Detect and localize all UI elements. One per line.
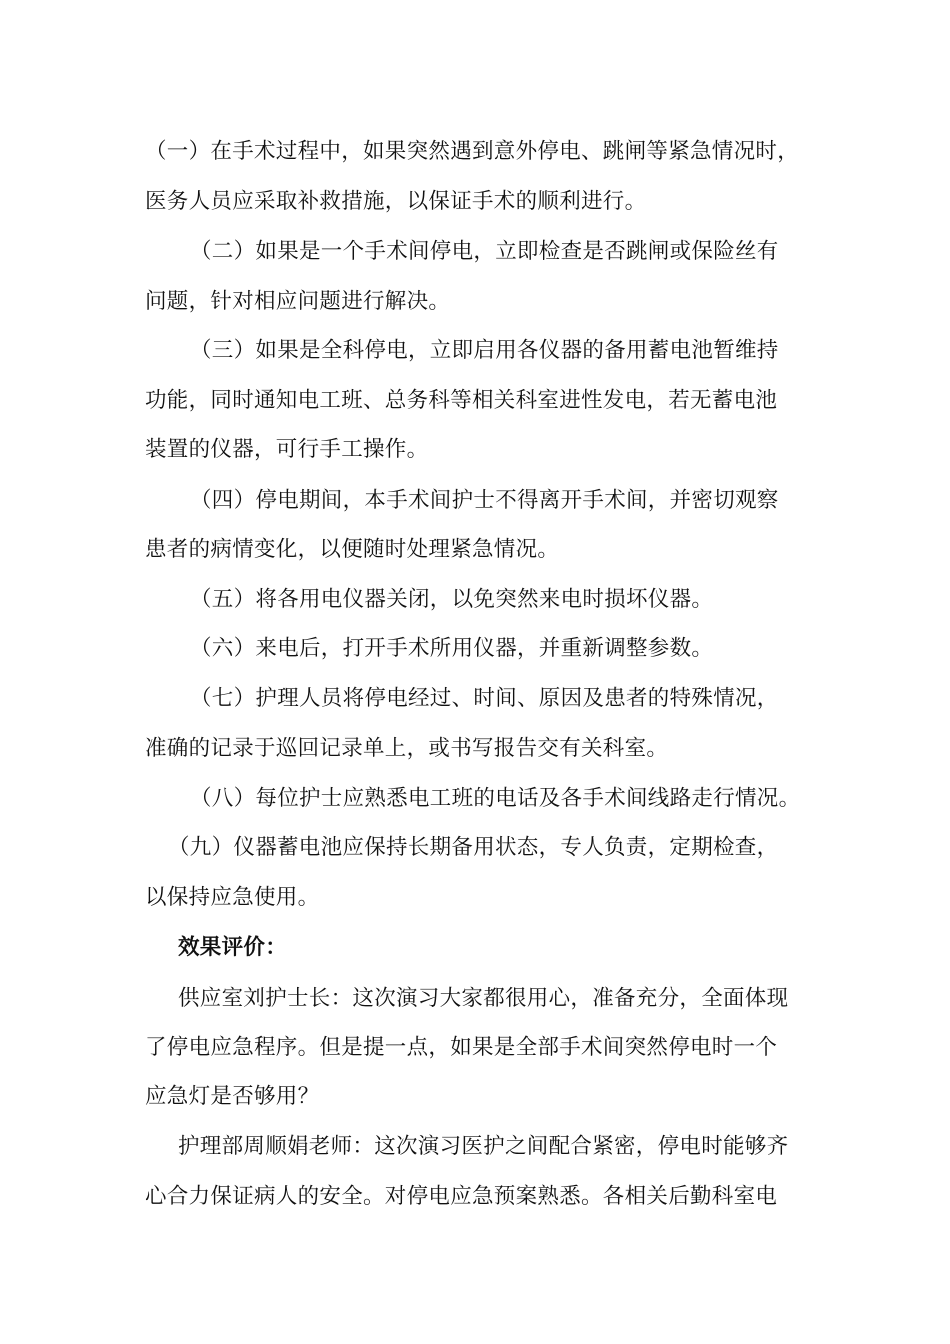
- text-line: 应急灯是否够用？: [145, 1084, 320, 1109]
- section-heading: 效果评价：: [178, 935, 288, 960]
- text-line: （一）在手术过程中，如果突然遇到意外停电、跳闸等紧急情况时，: [145, 139, 800, 164]
- text-line: 患者的病情变化，以便随时处理紧急情况。: [145, 537, 560, 562]
- text-line: （二）如果是一个手术间停电，立即检查是否跳闸或保险丝有: [190, 239, 779, 264]
- text-line: 心合力保证病人的安全。对停电应急预案熟悉。各相关后勤科室电: [145, 1184, 778, 1209]
- text-line: 了停电应急程序。但是提一点，如果是全部手术间突然停电时一个: [145, 1035, 778, 1060]
- text-line: 医务人员应采取补救措施，以保证手术的顺利进行。: [145, 189, 647, 214]
- text-line: 供应室刘护士长：这次演习大家都很用心，准备充分，全面体现: [178, 986, 789, 1011]
- text-line: 装置的仪器，可行手工操作。: [145, 437, 429, 462]
- text-line: 准确的记录于巡回记录单上，或书写报告交有关科室。: [145, 736, 669, 761]
- text-line: 功能，同时通知电工班、总务科等相关科室进性发电，若无蓄电池: [145, 388, 778, 413]
- text-line: 以保持应急使用。: [145, 885, 320, 910]
- text-line: （四）停电期间，本手术间护士不得离开手术间，并密切观察: [190, 488, 779, 513]
- text-line: （三）如果是全科停电，立即启用各仪器的备用蓄电池暂维持: [190, 338, 779, 363]
- text-line: （七）护理人员将停电经过、时间、原因及患者的特殊情况，: [190, 686, 779, 711]
- text-line: 问题，针对相应问题进行解决。: [145, 289, 451, 314]
- text-line: （八）每位护士应熟悉电工班的电话及各手术间线路走行情况。: [190, 786, 801, 811]
- text-line: （六）来电后，打开手术所用仪器，并重新调整参数。: [190, 636, 714, 661]
- text-line: 护理部周顺娟老师：这次演习医护之间配合紧密，停电时能够齐: [178, 1134, 789, 1159]
- text-line: （九）仪器蓄电池应保持长期备用状态，专人负责，定期检查，: [168, 835, 779, 860]
- text-line: （五）将各用电仪器关闭，以免突然来电时损坏仪器。: [190, 587, 714, 612]
